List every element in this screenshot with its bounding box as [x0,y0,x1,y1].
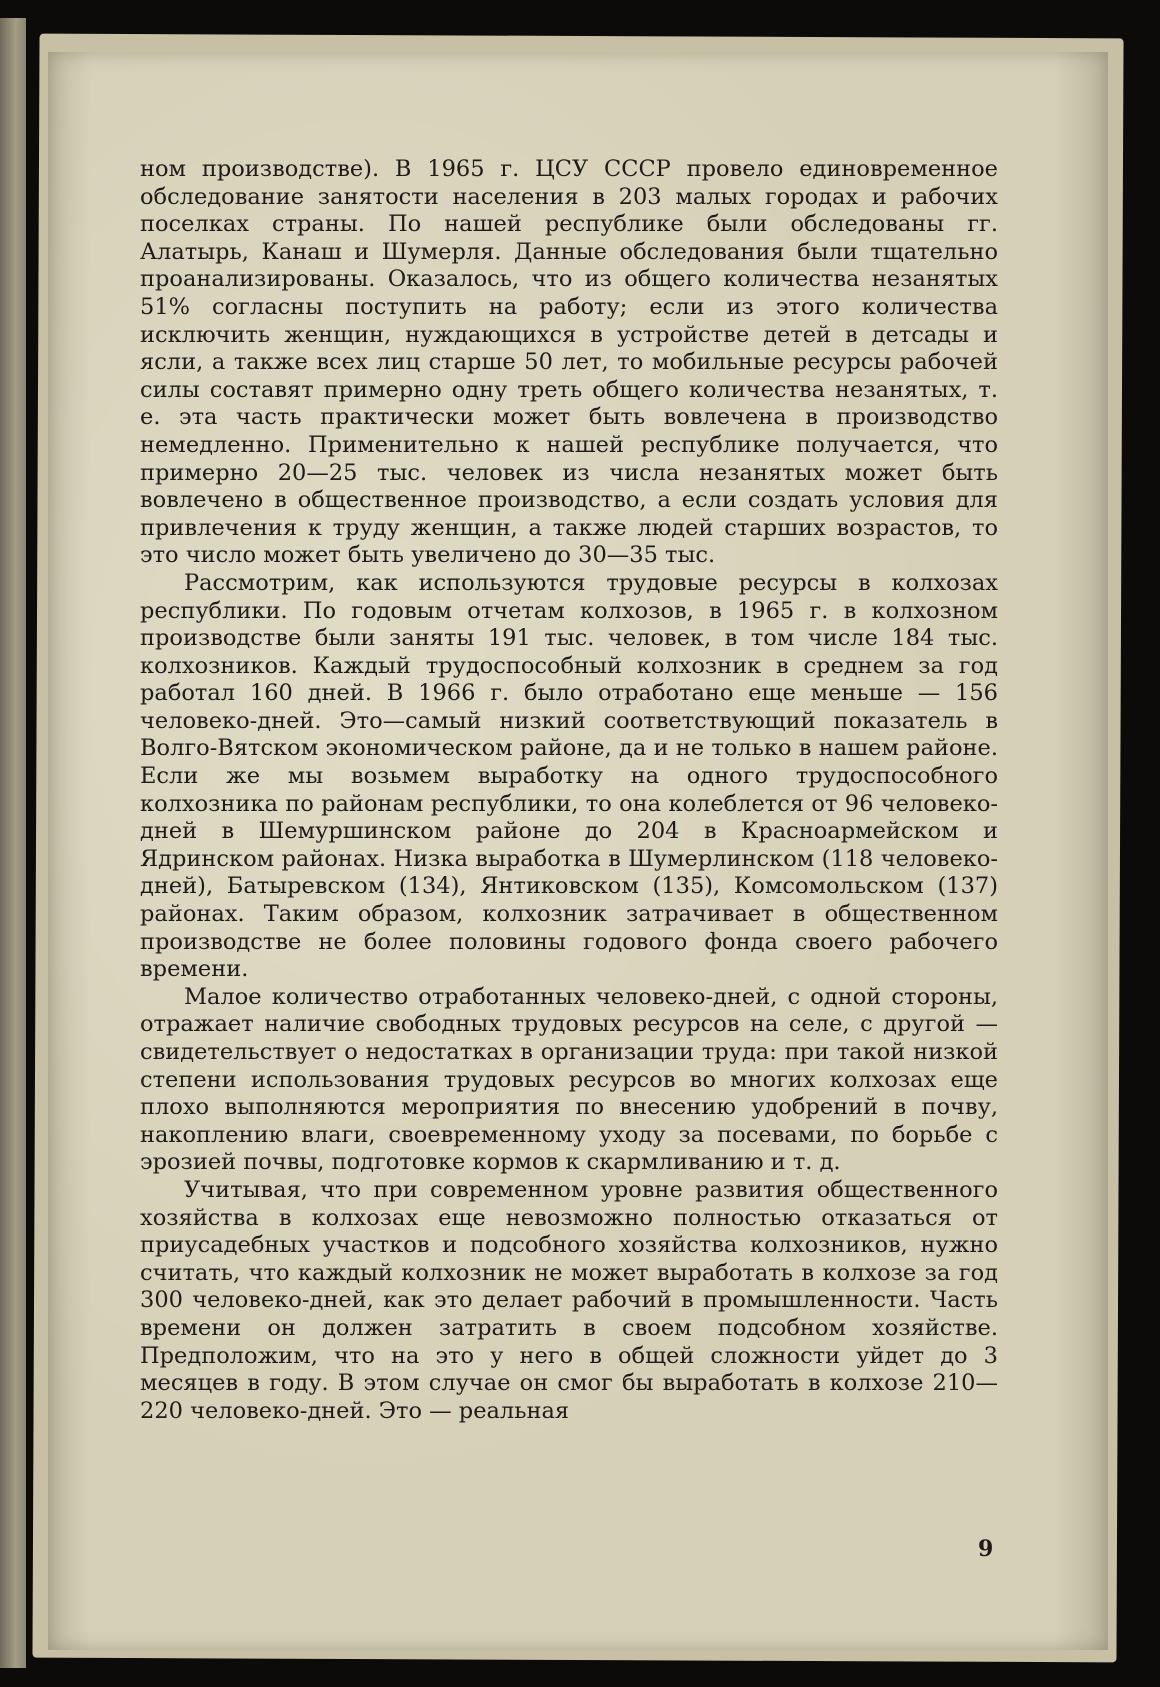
left-page-edge [0,18,26,1668]
paragraph-1: ном производстве). В 1965 г. ЦСУ СССР провело единовременное обследование занятости населения в 203 малых городах и рабочих поселках страны. По нашей республике были обследованы гг. Алатырь, Канаш и Шумерля. Данные обследования были тщательно проанализированы. Оказалось, что из общего количества незанятых 51% согласны поступить на работу; если из этого количества исключить женщин, нуждающихся в устройстве детей в детсады и ясли, а также всех лиц старше 50 лет, то мобильные ресурсы рабочей силы составят примерно одну треть общего количества незанятых, т. е. эта часть практически может быть вовлечена в производство немедленно. Применительно к нашей республике получается, что примерно 20—25 тыс. человек из числа незанятых может быть вовлечено в общественное производство, а если создать условия для привлечения к труду женщин, а также людей старших возрастов, то это число может быть увеличено до 30—35 тыс. [140,156,998,569]
paragraph-4: Учитывая, что при современном уровне развития общественного хозяйства в колхозах еще невозможно полностью отказаться от приусадебных участков и подсобного хозяйства колхозников, нужно считать, что каждый колхозник не может выработать в колхозе за год 300 человеко-дней, как это делает рабочий в промышленности. Часть времени он должен затратить в своем подсобном хозяйстве. Предположим, что на это у него в общей сложности уйдет до 3 месяцев в году. В этом случае он смог бы выработать в колхозе 210—220 человеко-дней. Это — реальная [140,1176,998,1424]
page-text [140,156,998,1425]
paragraph-2: Рассмотрим, как используются трудовые ресурсы в колхозах республики. По годовым отчетам колхозов, в 1965 г. в колхозном производстве были заняты 191 тыс. человек, в том числе 184 тыс. колхозников. Каждый трудоспособный колхозник в среднем за год работал 160 дней. В 1966 г. было отработано еще меньше — 156 человеко-дней. Это—самый низкий соответствующий показатель в Волго-Вятском экономическом районе, да и не только в нашем районе. Если же мы возьмем выработку на одного трудоспособного колхозника по районам республики, то она колеблется от 96 человеко-дней в Шемуршинском районе до 204 в Красноармейском и Ядринском районах. Низка выработка в Шумерлинском (118 человеко-дней), Батыревском (134), Янтиковском (135), Комсомольском (137) районах. Таким образом, колхозник затрачивает в общественном производстве не более половины годового фонда своего рабочего времени. [140,569,998,983]
paragraph-3: Малое количество отработанных человеко-дней, с одной стороны, отражает наличие свободных трудовых ресурсов на селе, с другой — свидетельствует о недостатках в организации труда: при такой низкой степени использования трудовых ресурсов во многих колхозах еще плохо выполняются мероприятия по внесению удобрений в почву, накоплению влаги, своевременному уходу за посевами, по борьбе с эрозией почвы, подготовке кормов к скармливанию и т. д. [140,983,998,1176]
page-number: 9 [978,1536,994,1562]
